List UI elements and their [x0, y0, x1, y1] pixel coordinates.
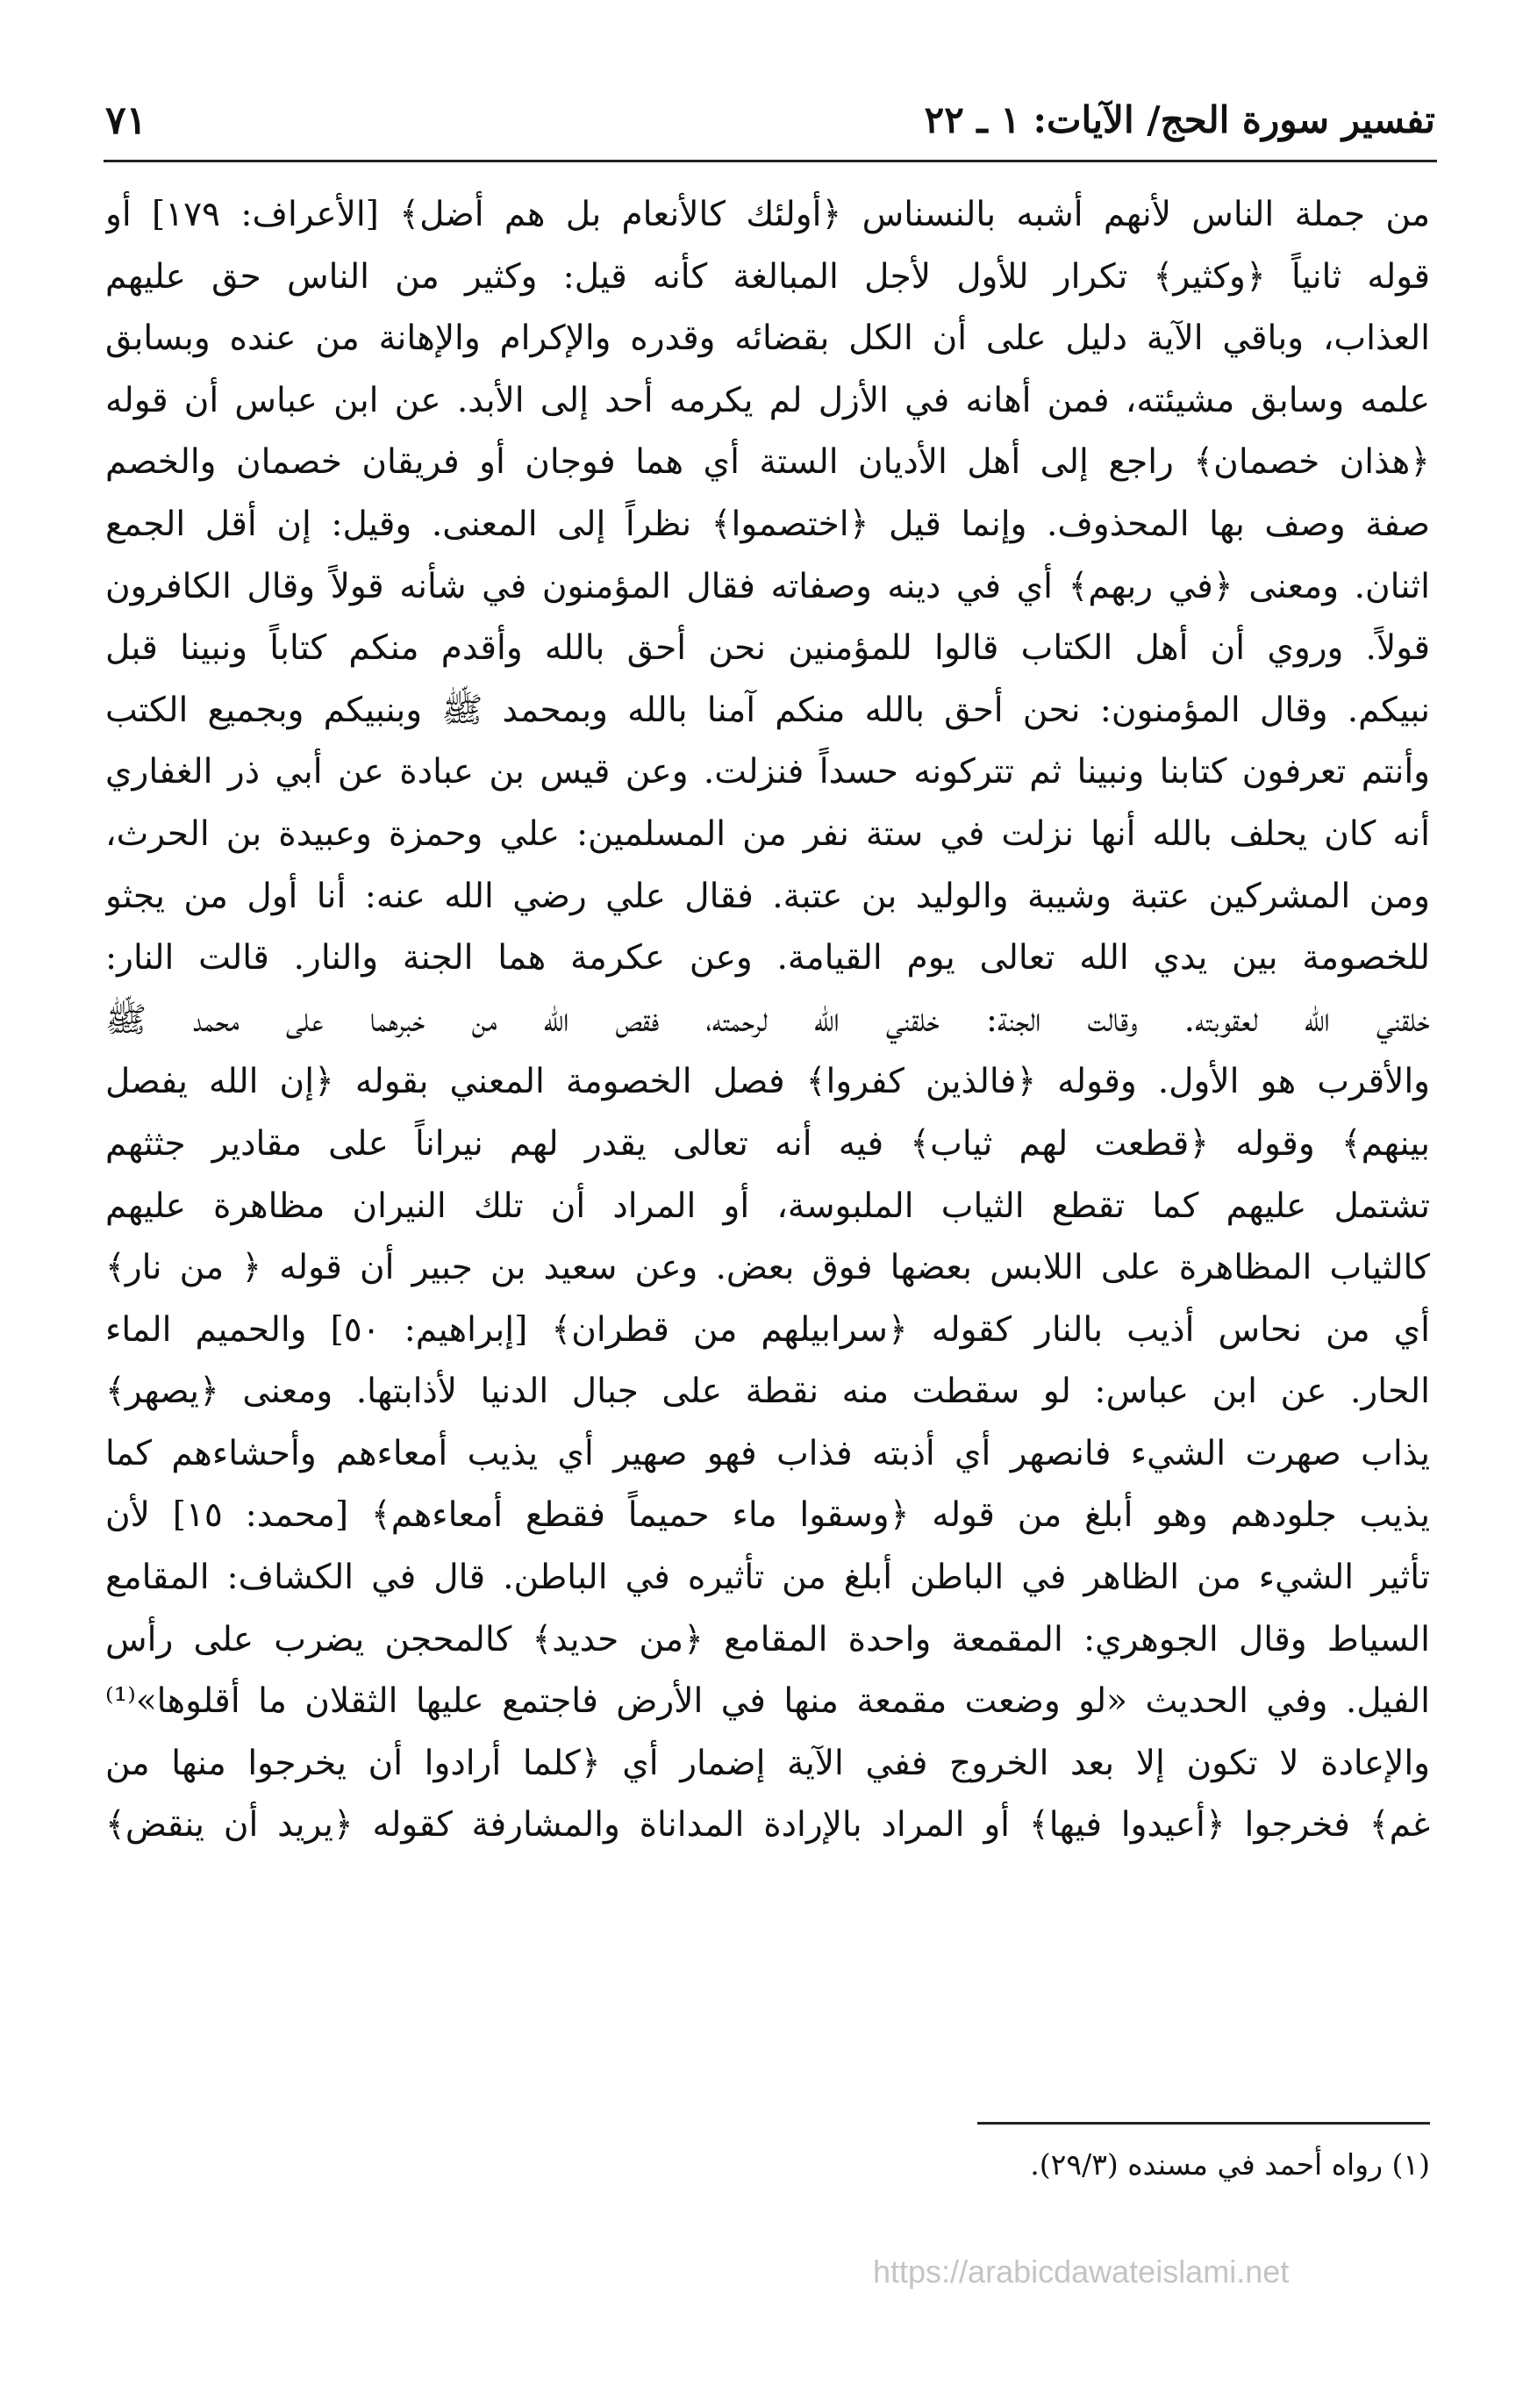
text-line: قولاً. وروي أن أهل الكتاب قالوا للمؤمنين نحن أحق بالله وأقدم منكم كتاباً ونبينا قبل [105, 628, 1430, 669]
running-header [105, 88, 1435, 158]
text-line: أنه كان يحلف بالله أنها نزلت في ستة نفر من المسلمين: علي وحمزة وعبيدة بن الحرث، [105, 813, 1430, 854]
text-line: الفيل. وفي الحديث «لو وضعت مقمعة منها في الأرض فاجتمع عليها الثقلان ما أقلوها»⁽¹⁾ [105, 1681, 1430, 1722]
text-line: علمه وسابق مشيئته، فمن أهانه في الأزل لم يكرمه أحد إلى الأبد. عن ابن عباس أن قوله [105, 380, 1430, 420]
text-line: أي من نحاس أذيب بالنار كقوله ﴿سرابيلهم من قطران﴾ [إبراهيم: ٥٠] والحميم الماء [105, 1309, 1430, 1350]
text-line: قوله ثانياً ﴿وكثير﴾ تكرار للأول لأجل المبالغة كأنه قيل: وكثير من الناس حق عليهم [105, 256, 1430, 297]
text-line: والإعادة لا تكون إلا بعد الخروج ففي الآية إضمار أي ﴿كلما أرادوا أن يخرجوا منها من [105, 1743, 1430, 1783]
text-line: الحار. عن ابن عباس: لو سقطت منه نقطة على جبال الدنيا لأذابتها. ومعنى ﴿يصهر﴾ [105, 1372, 1430, 1412]
text-line: بينهم﴾ وقوله ﴿قطعت لهم ثياب﴾ فيه أنه تعالى يقدر لهم نيراناً على مقادير جثثهم [105, 1123, 1430, 1164]
text-line: والأقرب هو الأول. وقوله ﴿فالذين كفروا﴾ فصل الخصومة المعني بقوله ﴿إن الله يفصل [105, 1062, 1430, 1102]
text-line: تشتمل عليهم كما تقطع الثياب الملبوسة، أو المراد أن تلك النيران مظاهرة عليهم [105, 1186, 1430, 1226]
chapter-title: تفسير سورة الحج/ الآيات: ١ ـ ٢٢ [924, 98, 1435, 141]
text-line: من جملة الناس لأنهم أشبه بالنسناس ﴿أولئك كالأنعام بل هم أضل﴾ [الأعراف: ١٧٩] أو [105, 195, 1430, 234]
page-number: ٧١ [105, 98, 147, 143]
text-line: خلقني الله لعقوبته. وقالت الجنة: خلقني الله لرحمته، فقص الله من خبرهما على محمد ﷺ [105, 1000, 1430, 1040]
footnote-rule [977, 2122, 1430, 2125]
body-text [105, 184, 1430, 1857]
text-line: ومن المشركين عتبة وشيبة والوليد بن عتبة. فقال علي رضي الله عنه: أنا أول من يجثو [105, 876, 1430, 916]
text-line: للخصومة بين يدي الله تعالى يوم القيامة. وعن عكرمة هما الجنة والنار. قالت النار: [105, 938, 1430, 978]
text-line: نبيكم. وقال المؤمنون: نحن أحق بالله منكم آمنا بالله وبمحمد ﷺ وبنبيكم وبجميع الكتب [105, 690, 1430, 730]
text-line: العذاب، وباقي الآية دليل على أن الكل بقضائه وقدره والإكرام والإهانة من عنده وبسابق [105, 319, 1430, 359]
header-rule [104, 160, 1437, 162]
text-line: يذيب جلودهم وهو أبلغ من قوله ﴿وسقوا ماء حميماً فقطع أمعاءهم﴾ [محمد: ١٥] لأن [105, 1495, 1430, 1536]
text-line: وأنتم تعرفون كتابنا ونبينا ثم تتركونه حسداً فنزلت. وعن قيس بن عبادة عن أبي ذر الغفاري [105, 752, 1430, 792]
text-line: صفة وصف بها المحذوف. وإنما قيل ﴿اختصموا﴾ نظراً إلى المعنى. وقيل: إن أقل الجمع [105, 504, 1430, 544]
text-line: كالثياب المظاهرة على اللابس بعضها فوق بعض. وعن سعيد بن جبير أن قوله ﴿ من نار﴾ [105, 1248, 1430, 1288]
text-line: ﴿هذان خصمان﴾ راجع إلى أهل الأديان الستة أي هما فوجان أو فريقان خصمان والخصم [105, 442, 1430, 483]
text-line: غم﴾ فخرجوا ﴿أعيدوا فيها﴾ أو المراد بالإرادة المداناة والمشارفة كقوله ﴿يريد أن ينقض﴾ [105, 1805, 1430, 1845]
text-line: اثنان. ومعنى ﴿في ربهم﴾ أي في دينه وصفاته فقال المؤمنون في شأنه قولاً وقال الكافرون [105, 566, 1430, 606]
text-line: يذاب صهرت الشيء فانصهر أي أذبته فذاب فهو صهير أي يذيب أمعاءهم وأحشاءهم كما [105, 1433, 1430, 1473]
footnote: (١) رواه أحمد في مسنده (٢٩/٣). [1030, 2147, 1430, 2182]
text-line: السياط وقال الجوهري: المقمعة واحدة المقامع ﴿من حديد﴾ كالمحجن يضرب على رأس [105, 1619, 1430, 1659]
watermark-url: https://arabicdawateislami.net [873, 2254, 1290, 2290]
text-line: تأثير الشيء من الظاهر في الباطن أبلغ من تأثيره في الباطن. قال في الكشاف: المقامع [105, 1558, 1430, 1598]
